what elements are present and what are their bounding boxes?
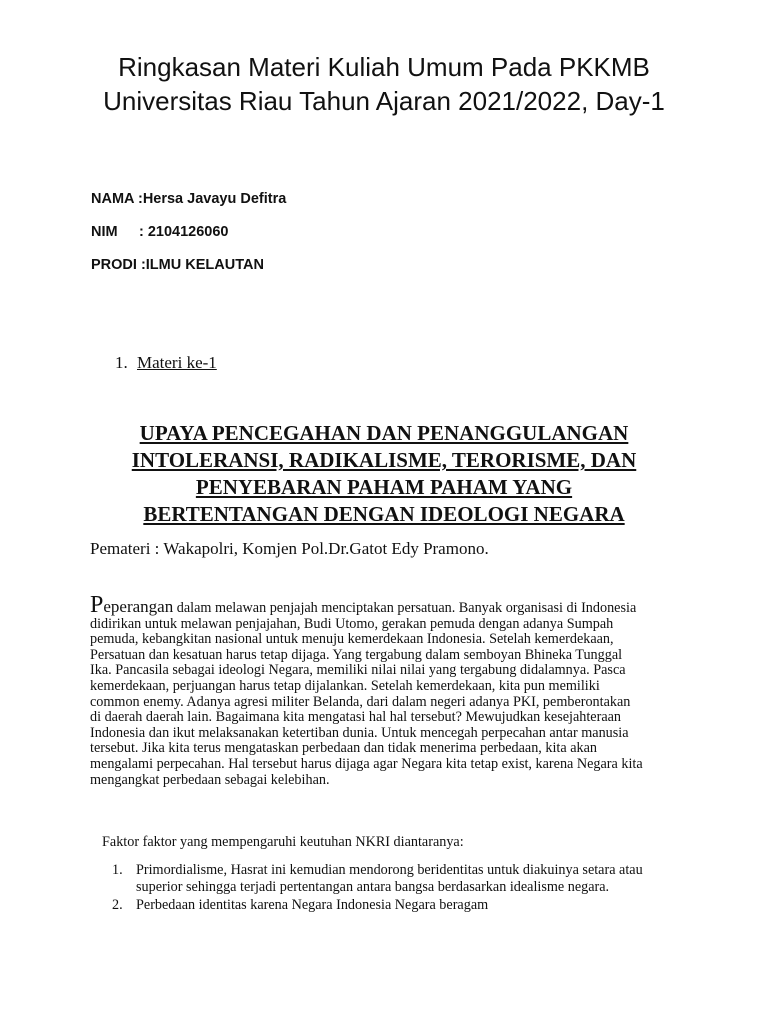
faktor-item-number: 2.: [112, 897, 123, 913]
body-line: Ika. Pancasila sebagai ideologi Negara, memiliki nilai nilai yang tergabung didalamnya. Pasca: [90, 662, 626, 679]
body-line: di daerah daerah lain. Bagaimana kita mengatasi hal hal tersebut? Mewujudkan kesejahteraan: [90, 709, 622, 726]
prodi-label: PRODI :: [91, 257, 146, 273]
faktor-item-line: Perbedaan identitas karena Negara Indonesia Negara beragam: [136, 897, 489, 913]
document-title: [40, 50, 728, 118]
body-line: Persatuan dan kesatuan harus tetap dijaga. Yang tergabung dalam semboyan Bhineka Tunggal: [90, 646, 623, 663]
nim-value: : 2104126060: [139, 224, 229, 240]
nama-label: NAMA :: [91, 191, 143, 207]
heading-line-4: BERTENTANGAN DENGAN IDEOLOGI NEGARA: [143, 502, 625, 526]
faktor-item-line: Primordialisme, Hasrat ini kemudian mendorong beridentitas untuk diakuinya setara atau: [136, 862, 643, 878]
body-line: mengangkat perbedaan sebagai kelebihan.: [90, 771, 330, 788]
faktor-item-line: superior sehingga terjadi pertentangan antara bangsa berdasarkan idealisme negara.: [136, 878, 610, 895]
materi-number: 1.: [115, 353, 128, 372]
drop-cap: P: [90, 592, 104, 618]
first-line-text: dalam melawan penjajah menciptakan persatuan. Banyak organisasi di Indonesia: [173, 600, 637, 616]
faktor-item-number: 1.: [112, 862, 123, 878]
body-line: didirikan untuk melawan penjajahan, Budi Utomo, gerakan pemuda dengan adanya Sumpah: [90, 615, 614, 632]
body-line: [90, 592, 702, 618]
nim-row: [91, 220, 286, 253]
faktor-list: [112, 862, 712, 916]
body-line: common enemy. Adanya agresi militer Belanda, dari dalam negeri adanya PKI, pemberontakan: [90, 693, 631, 710]
body-line: tersebut. Jika kita terus mengataskan perbedaan dan tidak menerima perbedaan, kita akan: [90, 740, 597, 757]
body-line: kemerdekaan, perjuangan harus tetap dijalankan. Setelah kemerdekaan, kita pun memiliki: [90, 677, 600, 694]
prodi-row: [91, 253, 286, 286]
body-line: pemuda, kebangkitan nasional untuk menuju kemerdekaan Indonesia. Setelah kemerdekaan,: [90, 631, 614, 648]
speaker-line: Pemateri : Wakapolri, Komjen Pol.Dr.Gatot Edy Pramono.: [90, 539, 489, 558]
body-line: Indonesia dan ikut melaksanakan ketertiban dunia. Untuk mencegah perpecahan antar manusia: [90, 724, 629, 741]
heading-line-1: UPAYA PENCEGAHAN DAN PENANGGULANGAN: [139, 421, 629, 445]
title-line-1: Ringkasan Materi Kuliah Umum Pada PKKMB: [118, 52, 650, 82]
faktor-intro: Faktor faktor yang mempengaruhi keutuhan NKRI diantaranya:: [102, 834, 464, 850]
materi-label: Materi ke-1: [137, 353, 217, 372]
student-identity: [91, 187, 286, 286]
materi-list-item: [115, 352, 217, 374]
body-line: mengalami perpecahan. Hal tersebut harus dijaga agar Negara kita tetap exist, karena Negara kita: [90, 755, 643, 772]
title-line-2: Universitas Riau Tahun Ajaran 2021/2022, Day-1: [103, 86, 665, 116]
section-heading: [60, 420, 708, 528]
faktor-item: [112, 862, 712, 895]
heading-line-2: INTOLERANSI, RADIKALISME, TERORISME, DAN: [131, 448, 637, 472]
prodi-value: ILMU KELAUTAN: [145, 257, 264, 273]
body-paragraph: [90, 592, 702, 788]
faktor-item: [112, 897, 712, 914]
nim-label: NIM: [91, 224, 118, 240]
nama-value: Hersa Javayu Defitra: [142, 191, 287, 207]
nama-row: [91, 187, 286, 220]
drop-cap-rest: eperangan: [103, 597, 174, 616]
heading-line-3: PENYEBARAN PAHAM PAHAM YANG: [195, 475, 573, 499]
